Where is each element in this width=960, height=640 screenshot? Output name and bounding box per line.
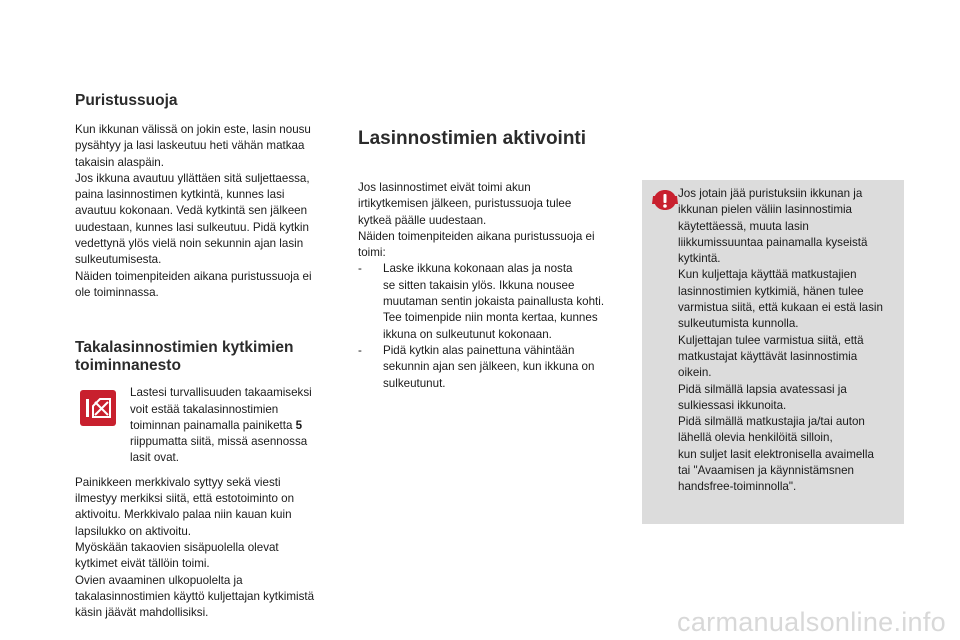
- rear-lock-description: Lastesi turvallisuuden takaamiseksi voit estää takalasinnostimien toiminnan painamalla painiketta 5 riippumatta siitä, missä asennossa lasit ovat.: [130, 386, 312, 465]
- middle-column: [358, 128, 626, 392]
- rear-lock-section: [75, 385, 340, 466]
- heading-lasinnostimien-aktivointi: Lasinnostimien aktivointi: [358, 128, 587, 149]
- paragraph-aktivointi: Jos lasinnostimet eivät toimi akun irtikytkemisen jälkeen, puristussuoja tulee kytkeä päälle uudestaan. Näiden toimenpiteiden aikana puristussuoja ei toimi:: [358, 181, 595, 260]
- button-number: 5: [295, 418, 303, 432]
- list-item: - Pidä kytkin alas painettuna vähintään sekunnin ajan sen jälkeen, kun ikkuna on sulkeutunut.: [358, 343, 595, 390]
- heading-puristussuoja: Puristussuoja: [75, 92, 178, 109]
- left-column: [75, 92, 340, 621]
- rear-window-lock-icon: [80, 390, 116, 426]
- paragraph-puristussuoja: Kun ikkunan välissä on jokin este, lasin nousu pysähtyy ja lasi laskeutuu heti vähän matkaa takaisin alaspäin. Jos ikkuna avautuu yllättäen sitä suljettaessa, paina lasinnostimen kytkintä, kunnes lasi avautuu kokonaan. Vedä kytkintä sen jälkeen uudestaan, kunnes lasi sulkeutuu. Pidä kytkin vedettynä ylös vielä noin sekunnin ajan lasin sulkeutumisesta. Näiden toimenpiteiden aikana puristussuoja ei ole toiminnassa.: [75, 123, 312, 299]
- paragraph-merkkivalo: Painikkeen merkkivalo syttyy sekä viesti ilmestyy merkiksi siitä, että estotoiminto on aktivoitu. Merkkivalo palaa niin kauan kuin lapsilukko on aktivoitu. Myöskään takaovien sisäpuolella olevat kytkimet eivät tällöin toimi. Ovien avaaminen ulkopuolelta ja takalasinnostimien käyttö kuljettajan kytkimistä käsin jäävät mahdollisiksi.: [75, 475, 315, 620]
- warning-box: [642, 180, 904, 524]
- watermark-text: carmanualsonline.info: [677, 607, 946, 637]
- heading-takalasinnostimien: Takalasinnostimien kytkimien toiminnanesto: [75, 339, 294, 375]
- warning-text: Jos jotain jää puristuksiin ikkunan ja ikkunan pielen väliin lasinnostimia käytettäessä, muuta lasin liikkumissuuntaa painamalla kyseistä kytkintä. Kun kuljettaja käyttää matkustajien lasinnostimien kytkimiä, hänen tulee varmistua siitä, että kukaan ei estä lasin sulkeutumista kunnolla. Kuljettajan tulee varmistua siitä, että matkustajat käyttävät lasinnostimia oikein. Pidä silmällä lapsia avatessasi ja sulkiessasi ikkunoita. Pidä silmällä matkustajia ja/tai auton lähellä olevia henkilöitä silloin, kun suljet lasit elektronisella avaimella tai "Avaamisen ja käynnistämsnen handsfree-toiminnolla".: [678, 187, 883, 494]
- list-item: - Laske ikkuna kokonaan alas ja nosta se sitten takaisin ylös. Ikkuna nousee muutaman sentin jokaista painallusta kohti. Tee toimenpide niin monta kertaa, kunnes ikkuna on sulkeutunut kokonaan.: [358, 262, 605, 341]
- steps-list: [358, 261, 626, 391]
- warning-exclamation-icon: [652, 188, 678, 212]
